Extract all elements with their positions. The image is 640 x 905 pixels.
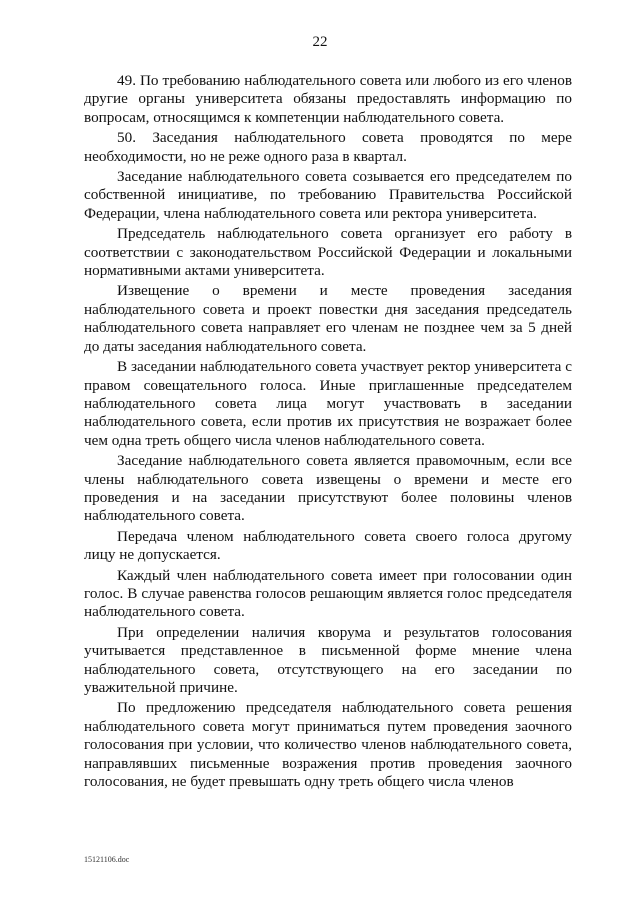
document-body xyxy=(84,72,572,793)
paragraph-written-opinion: При определении наличия кворума и результатов голосования учитывается представленное в письменной форме мнение члена наблюдательного совета, отсутствующего на его заседании по уважительной причине. xyxy=(84,623,572,696)
paragraph-49: 49. По требованию наблюдательного совета или любого из его членов другие органы университета обязаны предоставлять информацию по вопросам, относящимся к компетенции наблюдательного совета. xyxy=(84,72,572,126)
paragraph-quorum: Заседание наблюдательного совета является правомочным, если все члены наблюдательного совета извещены о времени и месте его проведения и на заседании присутствуют более половины членов наблюдательного совета. xyxy=(84,452,572,525)
paragraph-voting: Каждый член наблюдательного совета имеет при голосовании один голос. В случае равенства голосов решающим является голос председателя наблюдательного совета. xyxy=(84,566,572,621)
paragraph-notice: Извещение о времени и месте проведения заседания наблюдательного совета и проект повестки дня заседания председатель наблюдательного совета направляет его членам не позднее чем за 5 дней до даты заседания наблюдательного совета. xyxy=(84,282,572,355)
paragraph-50: 50. Заседания наблюдательного совета проводятся по мере необходимости, но не реже одного раза в квартал. xyxy=(84,129,572,165)
paragraph-chairman-duties: Председатель наблюдательного совета организует его работу в соответствии с законодательством Российской Федерации и локальными нормативными актами университета. xyxy=(84,225,572,280)
paragraph-convening: Заседание наблюдательного совета созывается его председателем по собственной инициативе, по требованию Правительства Российской Федерации, члена наблюдательного совета или ректора университета. xyxy=(84,168,572,222)
page-number: 22 xyxy=(312,34,328,50)
paragraph-participants: В заседании наблюдательного совета участвует ректор университета с правом совещательного голоса. Иные приглашенные председателем наблюдательного совета лица могут участвовать в заседании наблюдательного совета, если против их присутствия не возражает более чем одна треть общего числа членов наблюдательного совета. xyxy=(84,358,572,449)
paragraph-vote-transfer: Передача членом наблюдательного совета своего голоса другому лицу не допускается. xyxy=(84,527,572,564)
paragraph-absentee-voting: По предложению председателя наблюдательного совета решения наблюдательного совета могут приниматься путем проведения заочного голосования при условии, что количество членов наблюдательного совета, направлявших письменные возражения против проведения заочного голосования, не будет превышать одну треть общего числа членов xyxy=(84,699,572,791)
document-file-code: 15121106.doc xyxy=(84,855,130,864)
